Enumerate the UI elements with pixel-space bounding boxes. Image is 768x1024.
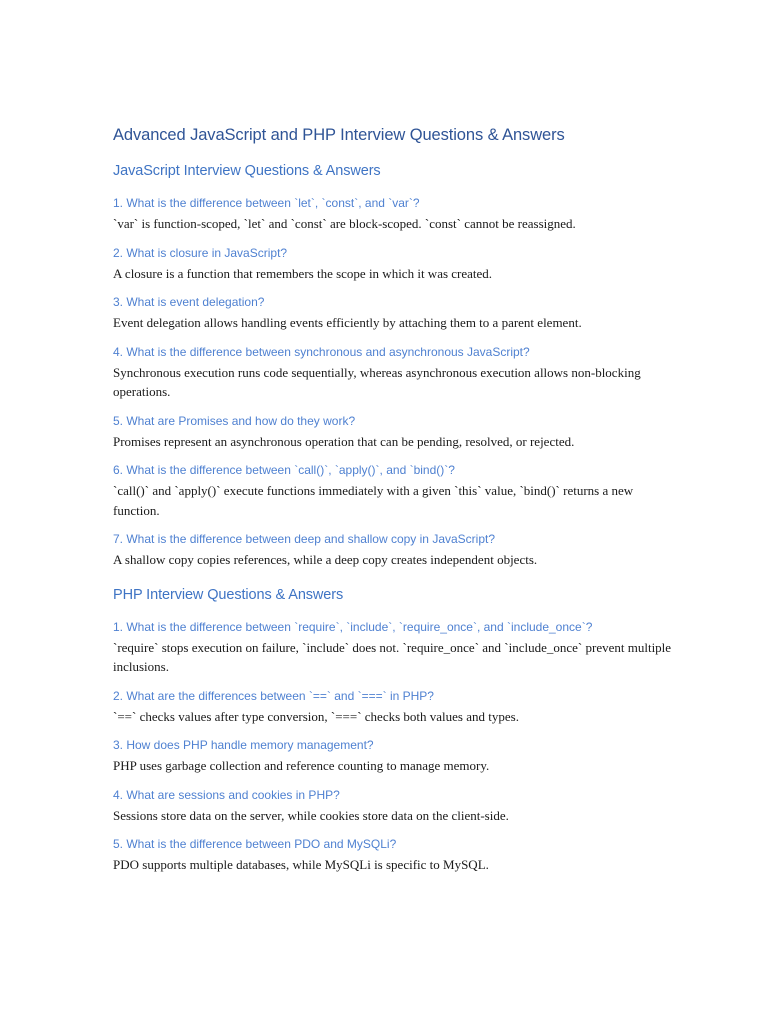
section-heading: JavaScript Interview Questions & Answers bbox=[113, 163, 381, 179]
qa-item bbox=[113, 619, 673, 677]
answer: PDO supports multiple databases, while MySQLi is specific to MySQL. bbox=[113, 857, 489, 872]
answer: `call()` and `apply()` execute functions immediately with a given `this` value, `bind()` returns a new function. bbox=[113, 483, 634, 518]
question: 4. What are sessions and cookies in PHP? bbox=[113, 787, 340, 802]
answer: A shallow copy copies references, while a deep copy creates independent objects. bbox=[113, 552, 538, 567]
section-heading: PHP Interview Questions & Answers bbox=[113, 586, 344, 603]
question: 3. How does PHP handle memory management? bbox=[113, 738, 374, 752]
answer: Event delegation allows handling events efficiently by attaching them to a parent element. bbox=[113, 315, 582, 330]
qa-item bbox=[113, 836, 673, 875]
qa-item bbox=[113, 531, 673, 570]
qa-item bbox=[113, 344, 673, 402]
php-section bbox=[113, 585, 673, 875]
question: 5. What are Promises and how do they work? bbox=[113, 413, 356, 428]
qa-item bbox=[113, 294, 673, 333]
question: 5. What is the difference between PDO and MySQLi? bbox=[113, 837, 397, 851]
qa-item bbox=[113, 195, 673, 234]
question: 4. What is the difference between synchronous and asynchronous JavaScript? bbox=[113, 344, 530, 359]
answer: `require` stops execution on failure, `include` does not. `require_once` and `include_once` prevent multiple inclusions. bbox=[113, 639, 672, 674]
question: 2. What are the differences between `==` and `===` in PHP? bbox=[113, 688, 434, 703]
question: 2. What is closure in JavaScript? bbox=[113, 245, 288, 260]
answer: PHP uses garbage collection and reference counting to manage memory. bbox=[113, 758, 490, 773]
javascript-section bbox=[113, 161, 673, 570]
qa-item bbox=[113, 245, 673, 284]
question: 6. What is the difference between `call()`, `apply()`, and `bind()`? bbox=[113, 463, 455, 477]
question: 1. What is the difference between `let`, `const`, and `var`? bbox=[113, 196, 420, 210]
answer: Sessions store data on the server, while cookies store data on the client-side. bbox=[113, 807, 509, 823]
answer: A closure is a function that remembers the scope in which it was created. bbox=[113, 265, 493, 281]
qa-item bbox=[113, 688, 673, 727]
question: 1. What is the difference between `require`, `include`, `require_once`, and `include_once`? bbox=[113, 619, 593, 634]
answer: Promises represent an asynchronous operation that can be pending, resolved, or rejected. bbox=[113, 433, 575, 449]
document-title: Advanced JavaScript and PHP Interview Questions & Answers bbox=[113, 126, 565, 144]
qa-item bbox=[113, 462, 673, 520]
qa-item bbox=[113, 787, 673, 826]
answer: Synchronous execution runs code sequentially, whereas asynchronous execution allows non-blocking operations. bbox=[113, 364, 641, 399]
qa-item bbox=[113, 737, 673, 776]
qa-item bbox=[113, 413, 673, 452]
document-body bbox=[113, 124, 673, 886]
question: 7. What is the difference between deep and shallow copy in JavaScript? bbox=[113, 532, 496, 546]
answer: `var` is function-scoped, `let` and `const` are block-scoped. `const` cannot be reassigned. bbox=[113, 216, 576, 231]
answer: `==` checks values after type conversion, `===` checks both values and types. bbox=[113, 708, 519, 724]
question: 3. What is event delegation? bbox=[113, 295, 265, 309]
